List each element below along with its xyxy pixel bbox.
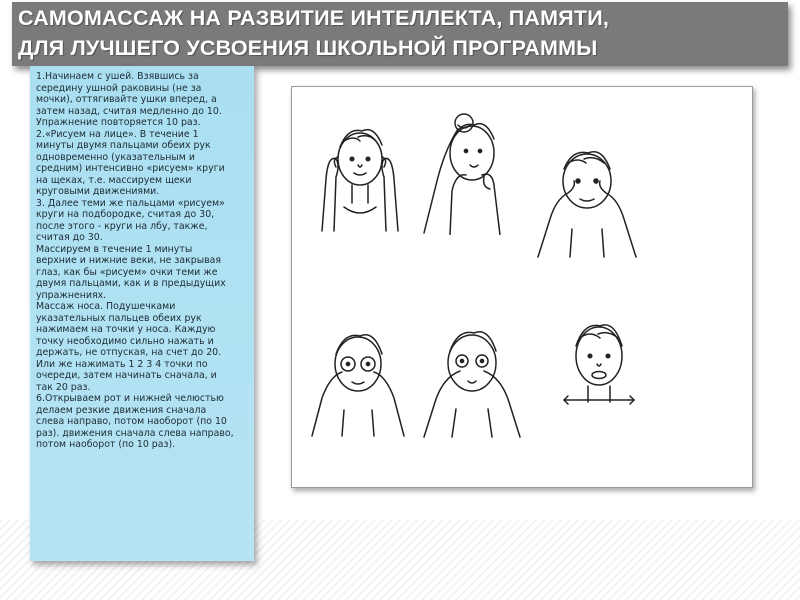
instructions-text: 1.Начинаем с ушей. Взявшись за середину ушной раковины (не за мочки), оттягивайте ушки вперед, а затем назад, считая медленно до 10. Упражнение повторяется 10 раз. 2.«Рисуем на лице». В течение 1 минуты двумя пальцами обеих рук одновременно (указательным и средним) интенсивно «рисуем» круги на щеках, т.е. массируем щеки круговыми движениями. 3. Далее теми же пальцами «рисуем» круги на подбородке, считая до 30, после этого - круги на лбу, также, считая до 30. Массируем в течение 1 минуты верхние и нижние веки, не закрывая глаз, как бы «рисуем» очки теми же двумя пальцами, как и в предыдущих упражнениях. Массаж носа. Подушечками указательных пальцев обеих рук нажимаем на точки у носа. Каждую точку необходимо сильно нажать и держать, не отпуская, на счет до 20. Или же нажимать 1 2 3 4 точки по очереди, затем начинать сначала, и так 20 раз. 6.Открываем рот и нижней челюстью делаем резкие движения сначала слева направо, потом наоборот (по 10 раз). движения сначала слева направо, потом наоборот (по 10 раз). — [36, 71, 234, 450]
illustration-eyelid-massage — [532, 129, 642, 259]
illustration-nose-points — [416, 309, 526, 439]
slide-title-line-2: ДЛЯ ЛУЧШЕГО УСВОЕНИЯ ШКОЛЬНОЙ ПРОГРАММЫ — [18, 36, 598, 60]
slide-title-bar — [12, 2, 788, 66]
slide-title-line-1: САМОМАССАЖ НА РАЗВИТИЕ ИНТЕЛЛЕКТА, ПАМЯТИ, — [18, 6, 610, 30]
illustration-jaw-movement — [554, 302, 644, 432]
illustrations-frame — [291, 86, 753, 488]
instructions-panel — [30, 66, 254, 561]
illustration-ears-pull — [314, 107, 406, 232]
illustration-eye-glasses — [308, 312, 408, 437]
illustration-cheek-circles — [420, 95, 520, 235]
